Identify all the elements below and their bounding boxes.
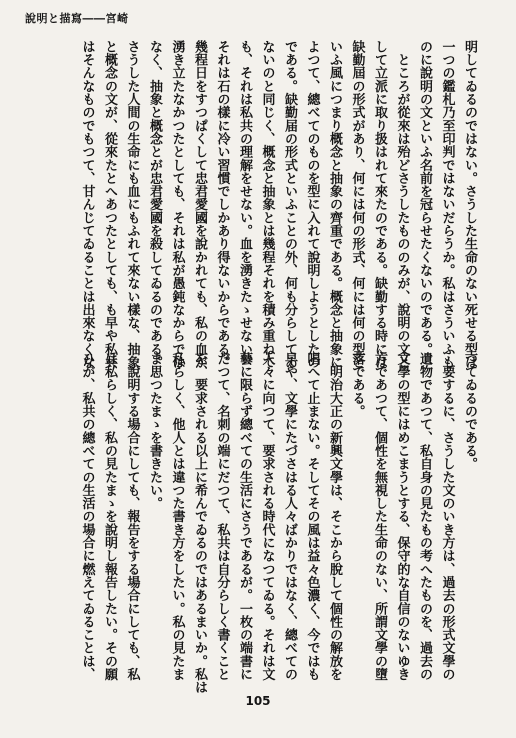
text-column: 湧き立たなかつたとしても、それは私が愚鈍なからでは	[169, 40, 185, 369]
text-column: つてゐるのである。	[462, 352, 477, 471]
text-column: を、要求される以上に希んでゐるのではあるまいか。私は	[192, 352, 207, 694]
text-column: ひが、私共の總べての生活の場合に燃えてゐることは、	[79, 352, 95, 681]
running-head: 說明と描寫――宮崎	[25, 12, 129, 25]
text-column: 一つの鑑札乃至印判ではないだらうか。私はさういふも	[439, 40, 455, 369]
text-column: はそんなものでもつて、甘んじてゐることは出來なくな	[79, 40, 95, 369]
text-column: だつて、名刺の端にだつて、私共は自分らしく書くこと	[214, 352, 230, 681]
text-column: 明治大正の新興文學は、そこから脫して個性の解放を	[327, 352, 342, 681]
text-column: 說明する場合にしても、報告をする場合にしても、私	[124, 352, 140, 681]
text-column: は私らしく、私の見たまゝを說明し報告したい。その願	[102, 352, 117, 681]
text-column: 明してゐるのではない。さうした生命のない死せる型は	[462, 40, 477, 369]
text-column: 落である。	[349, 352, 365, 418]
text-column: 要するに、さうした文のいき方は、過去の形式文學の	[439, 352, 455, 681]
upper-text-block	[40, 40, 480, 369]
text-column: ところが從來は殆どさうしたもののみが、說明の文と	[394, 40, 410, 369]
text-column: 文學の型にはめこまうとする、保守的な自信のないゆき	[394, 352, 410, 681]
lower-text-block	[40, 352, 480, 694]
text-column: いふ風につまり概念と抽象の齊重である。概念と抽象に	[327, 40, 342, 369]
text-column: 早や、文學にたづさはる人々ばかりではなく、總べての	[282, 352, 297, 681]
text-column: ま思つたまゝを書きたい。	[147, 352, 162, 510]
text-column: と概念の文が、從來たとへあつたとしても、も早や私共	[102, 40, 117, 369]
text-column: のに說明の文といふ名前を冠らせたくないのである。	[417, 40, 432, 356]
text-column: 私らしく、他人とは違つた書き方をしたい。私の見たま	[169, 352, 185, 681]
text-column: 藝に限らず總べての生活にさうであるが。一枚の端書に	[237, 352, 252, 681]
text-column: なく、抽象と概念とが忠君愛國を殺してゐるのである。	[147, 40, 162, 369]
page-number: 105	[245, 694, 271, 708]
text-column: 方であつて、個性を無視した生命のない、所謂文學の墮	[372, 352, 387, 681]
text-column: して立派に取り扱はれて來たのである。缺勤する時には	[372, 40, 387, 369]
text-column: 人々に向つて、要求される時代になつてゐる。それは文	[259, 352, 275, 681]
text-column: ないのと同じく、概念と抽象とは幾程それを積み重ねて	[259, 40, 275, 369]
text-column: 唱へて止まない。そしてその風は益々色濃く、今ではも	[304, 352, 320, 681]
text-column: それは石の樣に冷い習慣でしかあり得ないからである。	[214, 40, 230, 369]
text-column: も、それは私共の理解をせない。血を湧きたゝせない。	[237, 40, 252, 369]
text-column: 幾程日をすつぱくして忠君愛國を說かれても、私の血が	[192, 40, 207, 369]
text-column: である。缺勤届の形式といふことの外、何も分らしてゐ	[282, 40, 297, 369]
text-column: よつて、總べてのものを型に入れて說明しようとしたの	[304, 40, 320, 369]
text-column: さうした人間の生命にも血にもふれて來ない樣な、抽象	[124, 40, 140, 369]
text-column: 缺勤屆の形式があり、何には何の形式、何には何の型と	[349, 40, 365, 369]
text-column: 遺物であつて、私自身の見たもの考へたものを、過去の	[417, 352, 432, 681]
